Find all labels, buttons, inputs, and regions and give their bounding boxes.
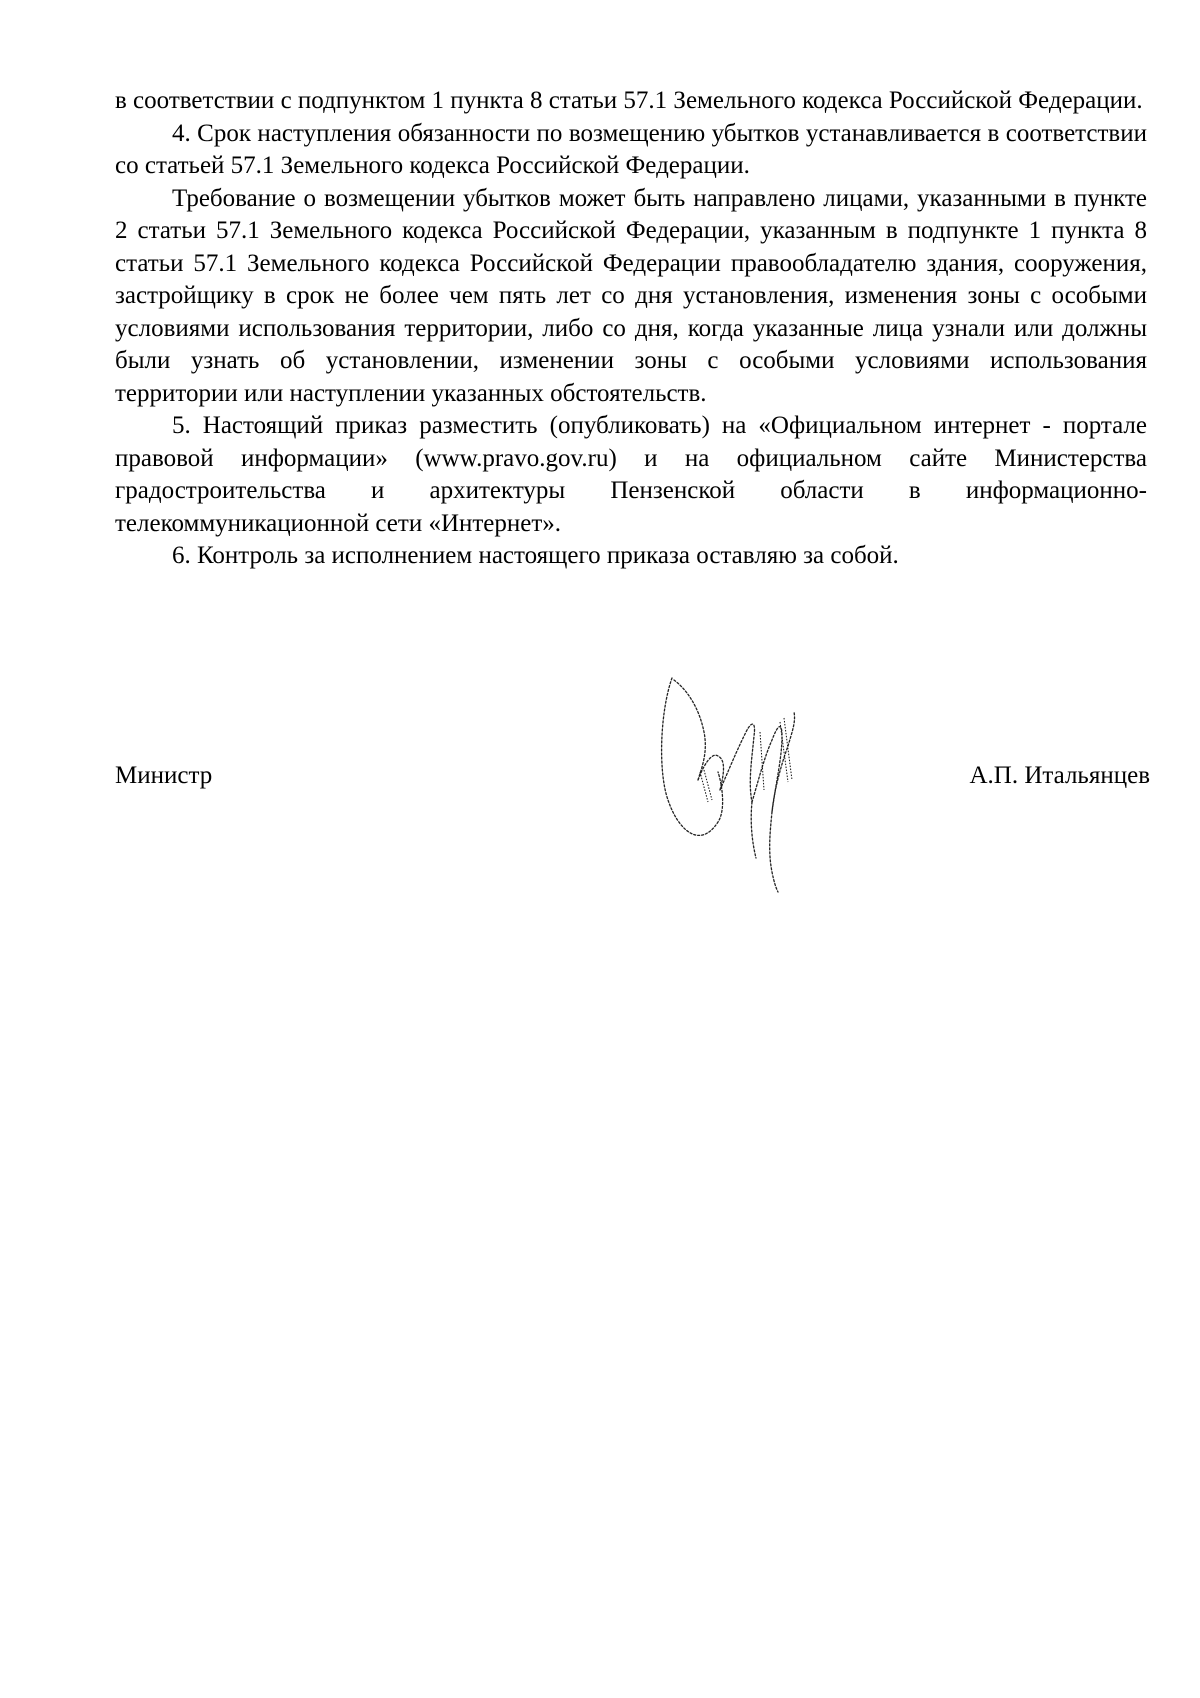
paragraph-item-5: 5. Настоящий приказ разместить (опубликовать) на «Официальном интернет - портале правовой информации» (www.pravo.gov.ru) и на официальном сайте Министерства градостроительства и архитектуры Пензенской области в информационно-телекоммуникационной сети «Интернет». (115, 412, 1147, 537)
handwritten-signature (660, 672, 820, 894)
signatory-title: Министр (115, 762, 213, 789)
paragraph-claim-requirement: Требование о возмещении убытков может быть направлено лицами, указанными в пункте 2 статьи 57.1 Земельного кодекса Российской Федерации, указанным в подпункте 1 пункта 8 статьи 57.1 Земельного кодекса Российской Федерации правообладателю здания, сооружения, застройщику в срок не более чем пять лет со дня установления, изменения зоны с особыми условиями использования территории, либо со дня, когда указанные лица узнали или должны были узнать об установлении, изменении зоны с особыми условиями использования территории или наступлении указанных обстоятельств. (115, 184, 1147, 407)
signatory-name: А.П. Итальянцев (969, 762, 1150, 789)
paragraph-item-6: 6. Контроль за исполнением настоящего приказа оставляю за собой. (172, 542, 899, 569)
paragraph-item-4: 4. Срок наступления обязанности по возмещению убытков устанавливается в соответствии со статьей 57.1 Земельного кодекса Российской Федерации. (115, 119, 1147, 179)
paragraph-continuation: в соответствии с подпунктом 1 пункта 8 статьи 57.1 Земельного кодекса Российской Федерации. (115, 87, 1143, 114)
document-body (115, 85, 1147, 573)
